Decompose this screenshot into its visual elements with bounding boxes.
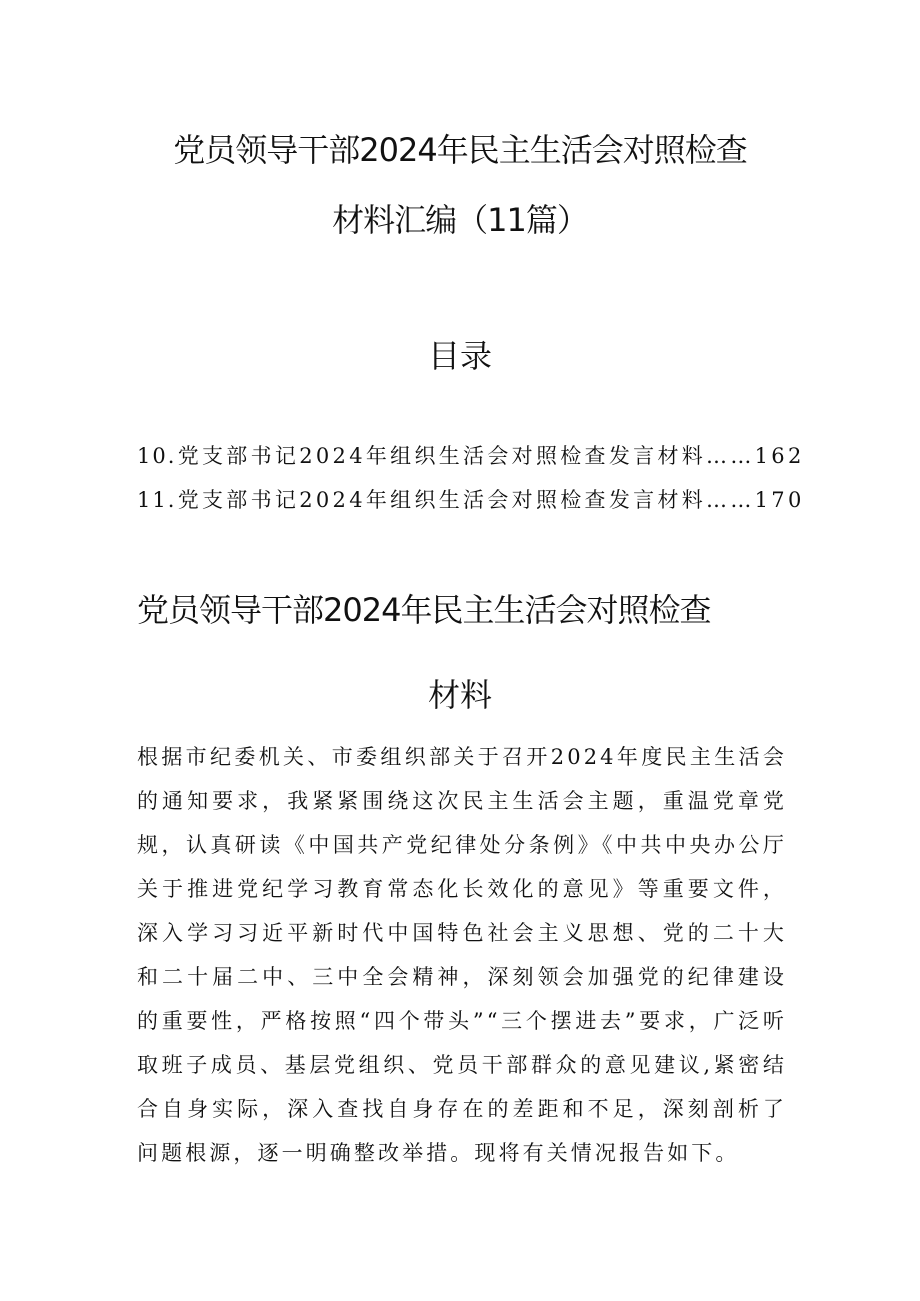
document-title-line-1: 党员领导干部2024年民主生活会对照检查 <box>173 131 747 169</box>
document-title-line-2: 材料汇编（11篇） <box>332 201 588 239</box>
toc-item-text: .党支部书记2024年组织生活会对照检查发言材料……162 <box>167 444 805 468</box>
article-title-line-1: 党员领导干部2024年民主生活会对照检查 <box>137 591 711 629</box>
toc-item[interactable] <box>137 440 805 484</box>
table-of-contents <box>137 440 805 528</box>
toc-item-text: .党支部书记2024年组织生活会对照检查发言材料……170 <box>167 488 805 512</box>
article-title-line-2: 材料 <box>427 676 492 714</box>
article-paragraph: 根据市纪委机关、市委组织部关于召开2024年度民主生活会的通知要求，我紧紧围绕这次民主生活会主题，重温党章党规，认真研读《中国共产党纪律处分条例》《中共中央办公厅关于推进党纪学习教育常态化长效化的意见》等重要文件，深入学习习近平新时代中国特色社会主义思想、党的二十大和二十届二中、三中全会精神，深刻领会加强党的纪律建设的重要性，严格按照“四个带头”“三个摆进去”要求，广泛听取班子成员、基层党组织、党员干部群众的意见建议,紧密结合自身实际，深入查找自身存在的差距和不足，深刻剖析了问题根源，逐一明确整改举措。现将有关情况报告如下。 <box>137 745 787 1165</box>
toc-item-number: 11 <box>137 488 168 512</box>
toc-item-number: 10 <box>137 444 168 468</box>
toc-heading: 目录 <box>427 337 492 375</box>
toc-item[interactable] <box>137 484 805 528</box>
